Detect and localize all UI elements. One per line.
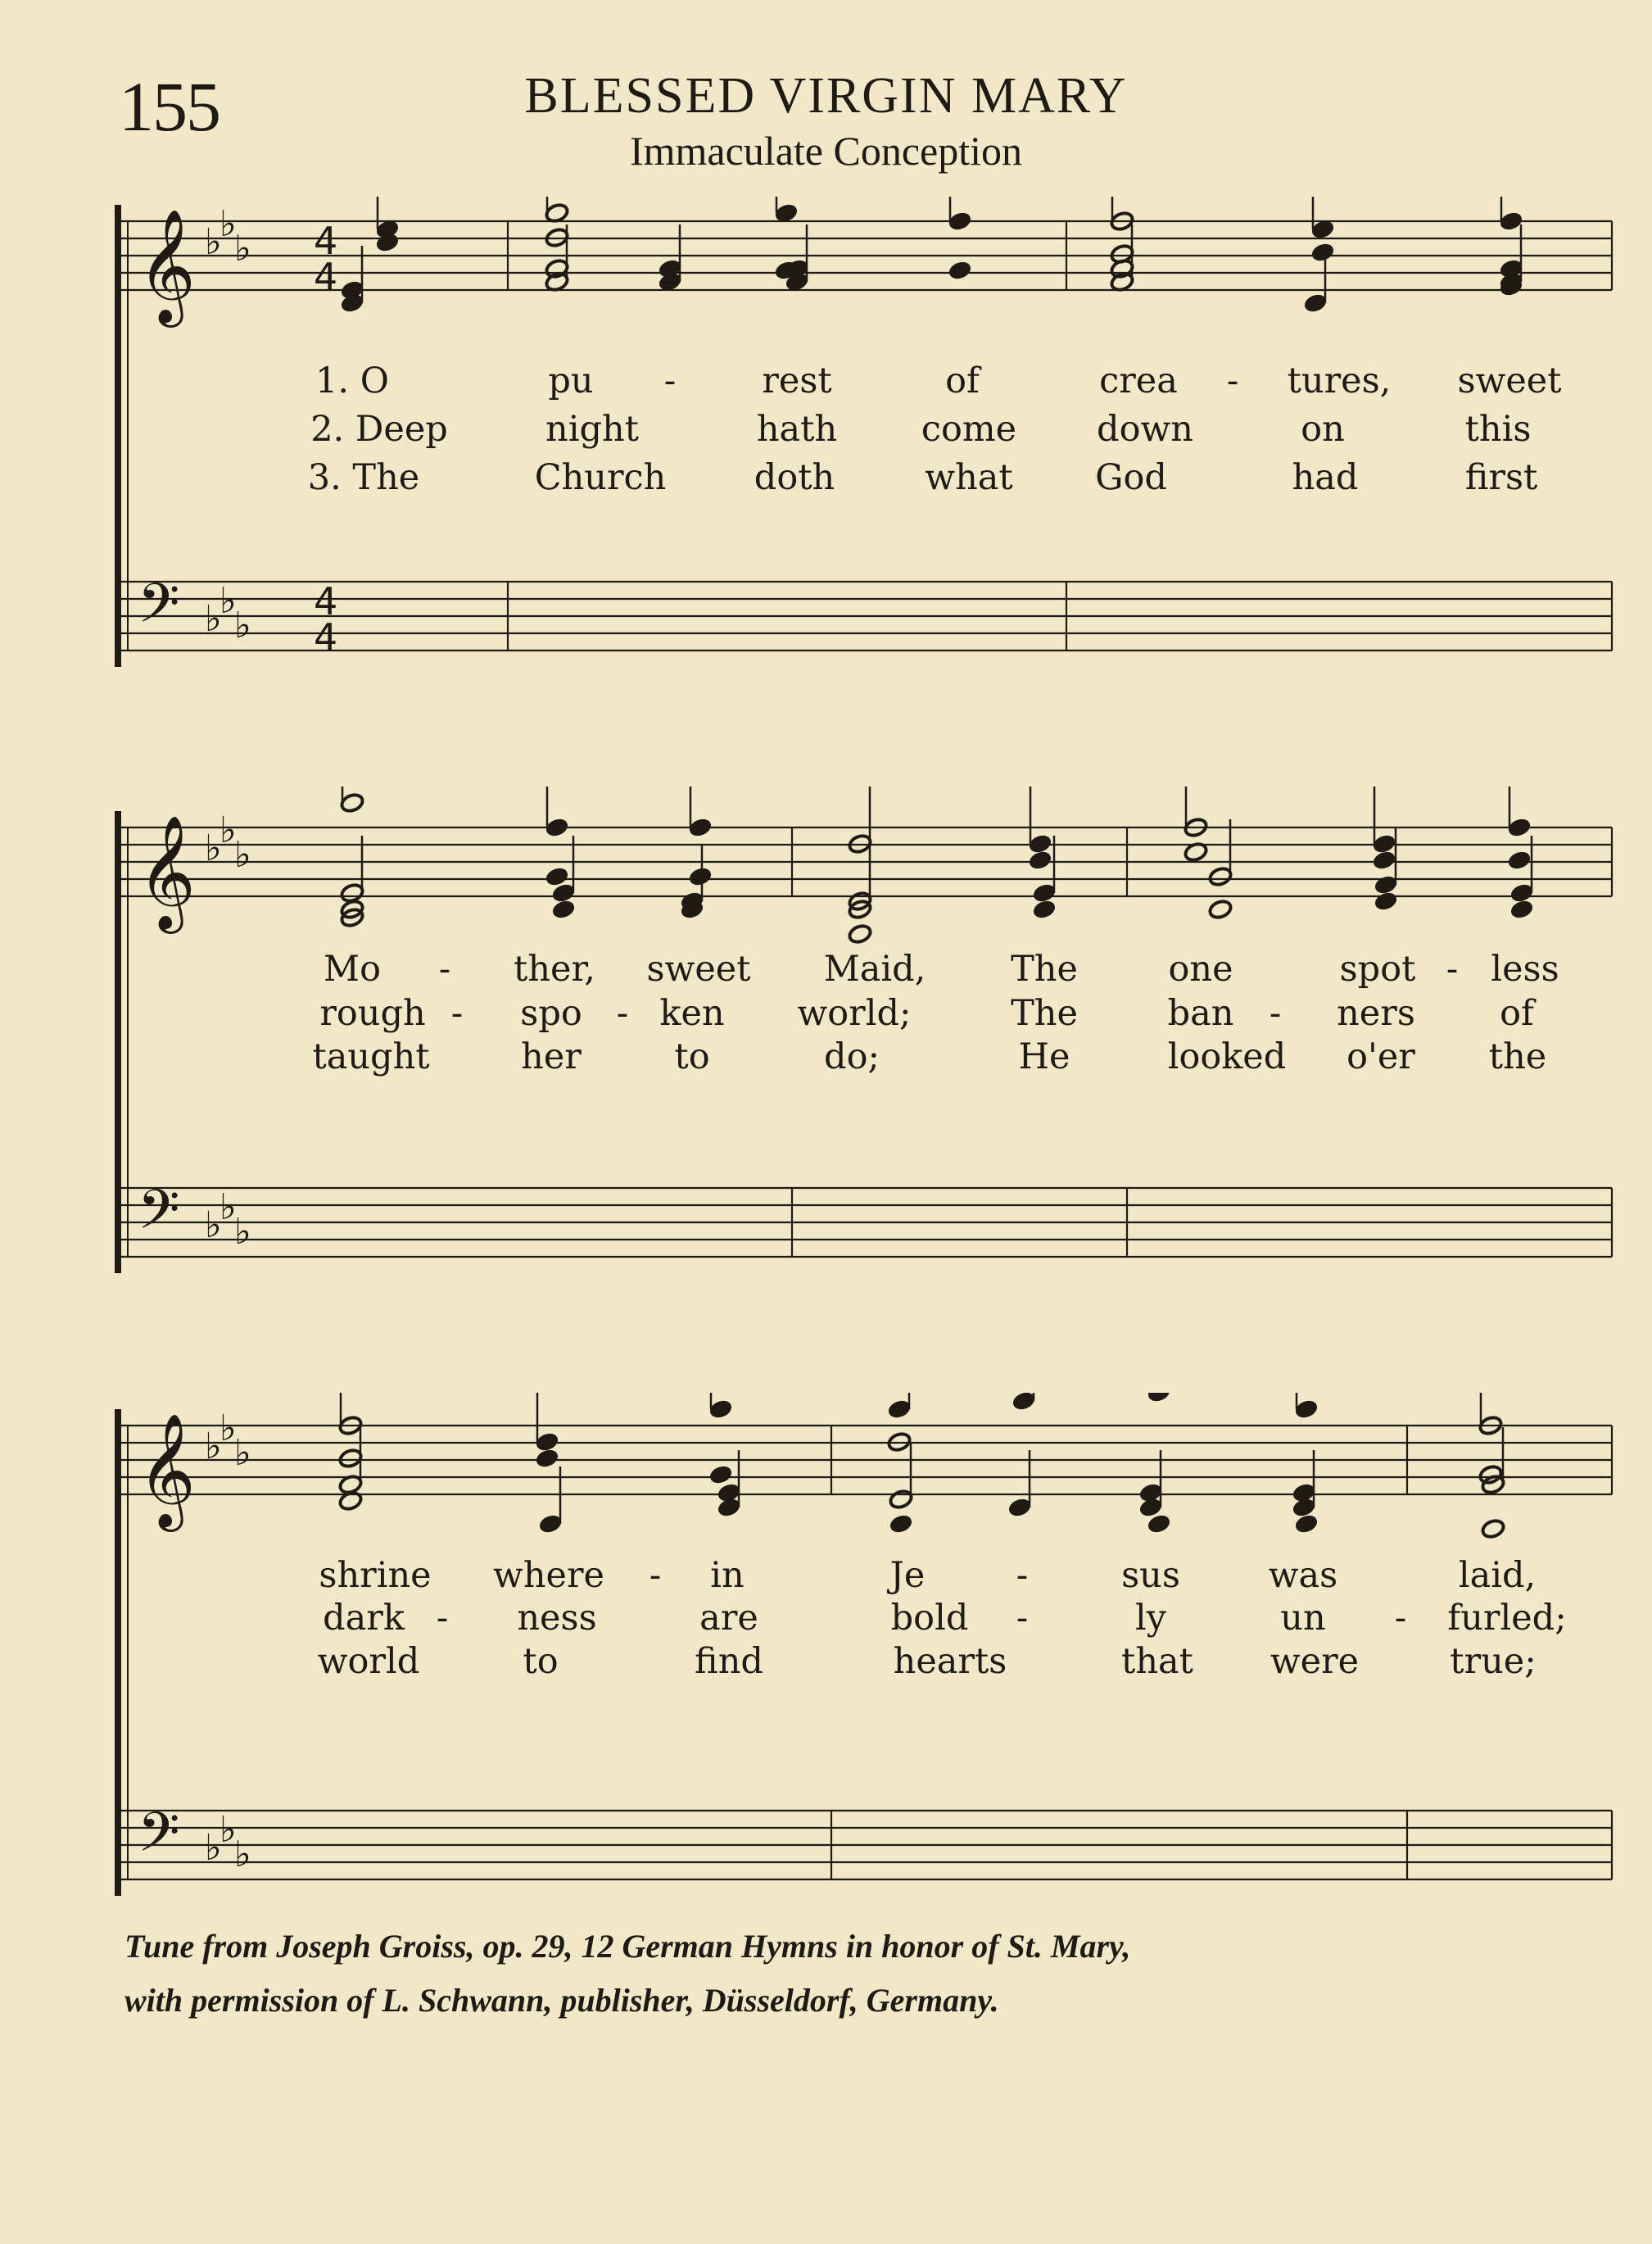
lyric-syllable: was [1268,1555,1338,1596]
verse-1-line-3 [0,1555,1652,1601]
note-head [848,923,873,945]
treble-clef-icon: 𝄞 [138,1413,196,1527]
tune-credit-line-1: Tune from Joseph Groiss, op. 29, 12 German Hymns in honor of St. Mary, [124,1928,1131,1965]
lyric-syllable: Mo [324,949,381,990]
verse-3-line-1 [0,457,1652,503]
lyric-syllable: un [1280,1598,1326,1639]
lyric-syllable: on [1301,409,1345,450]
lyric-syllable: Church [534,457,667,498]
lyric-syllable: - [1446,949,1459,990]
tune-credit-line-2: with permission of L. Schwann, publisher, Düsseldorf, Germany. [124,1982,999,2019]
flat-icon: ♭ [220,1408,237,1449]
lyric-syllable: tures, [1287,360,1392,401]
bass-clef-icon: 𝄢 [138,1801,180,1877]
lyric-syllable: furled; [1447,1598,1567,1639]
lyric-syllable: - [1226,360,1239,401]
lyric-syllable: are [699,1598,758,1639]
lyric-syllable: ban [1167,993,1234,1034]
note-head [1478,1464,1504,1485]
lyric-syllable: were [1270,1641,1360,1682]
lyric-syllable: pu [548,360,594,401]
svg-text:4: 4 [314,255,338,299]
note-head [1507,850,1532,871]
lyric-syllable: world; [797,993,912,1034]
note-head [1294,1513,1319,1535]
lyric-syllable: bold [890,1598,969,1639]
lyric-syllable: - [663,360,677,401]
lyric-syllable: 3. The [307,457,420,498]
flat-icon: ♭ [234,228,251,270]
lyric-syllable: 2. Deep [310,409,448,450]
lyric-syllable: first [1464,457,1538,498]
verse-2-line-3 [0,1598,1652,1643]
lyric-syllable: ken [659,993,725,1034]
lyric-syllable: - [450,993,464,1034]
lyric-syllable: - [1016,1555,1029,1596]
verse-1-line-2 [0,949,1652,995]
lyric-syllable: - [436,1598,449,1639]
lyric-syllable: find [695,1641,763,1682]
lyric-syllable: down [1097,409,1193,450]
flat-icon: ♭ [205,827,222,869]
flat-icon: ♭ [220,809,237,851]
lyric-syllable: her [521,1036,582,1077]
lyric-syllable: of [945,360,980,401]
flat-icon: ♭ [234,605,251,646]
flat-icon: ♭ [220,580,237,622]
note-head [535,1448,560,1469]
treble-clef-icon: 𝄞 [138,209,196,323]
lyric-syllable: ther, [514,949,595,990]
lyric-syllable: spo [520,993,582,1034]
note-head [545,866,570,887]
hymn-title: BLESSED VIRGIN MARY [524,68,1128,124]
note-head [889,1513,914,1535]
lyric-syllable: had [1292,457,1359,498]
note-head [1374,891,1399,912]
lyric-syllable: 1. O [315,360,389,401]
lyric-syllable: - [1394,1598,1407,1639]
lyric-syllable: of [1500,993,1534,1034]
lyric-syllable: o'er [1346,1036,1415,1077]
note-head [1032,899,1057,920]
lyric-syllable: shrine [319,1555,432,1596]
lyric-syllable: hearts [893,1641,1007,1682]
lyric-syllable: less [1491,949,1559,990]
lyric-syllable: sweet [646,949,751,990]
lyric-syllable: rough [319,993,426,1034]
lyric-syllable: what [925,457,1013,498]
note-head [1481,1518,1506,1539]
lyric-syllable: doth [754,457,835,498]
flat-icon: ♭ [234,1432,251,1474]
lyric-syllable: hath [756,409,838,450]
note-head [1147,1513,1172,1535]
note-head [338,1490,364,1512]
lyric-syllable: in [710,1555,745,1596]
svg-text:4: 4 [314,615,338,660]
lyric-syllable: to [674,1036,710,1077]
lyric-syllable: night [545,409,639,450]
lyric-syllable: The [1011,993,1078,1034]
lyric-syllable: ness [517,1598,597,1639]
lyric-syllable: - [1269,993,1282,1034]
lyric-syllable: - [438,949,451,990]
lyric-syllable: Je [889,1555,926,1596]
note-head [948,260,973,281]
lyric-syllable: ly [1134,1598,1167,1639]
lyric-syllable: ners [1337,993,1415,1034]
note-head [1147,1393,1172,1403]
verse-3-line-3 [0,1641,1652,1687]
note-head [708,1464,734,1485]
lyric-syllable: true; [1450,1641,1537,1682]
verse-2-line-1 [0,409,1652,455]
flat-icon: ♭ [220,203,237,245]
lyric-syllable: Maid, [823,949,926,990]
note-head [1310,242,1336,263]
lyric-syllable: - [1016,1598,1029,1639]
lyric-syllable: The [1011,949,1078,990]
lyric-syllable: crea [1099,360,1178,401]
lyric-syllable: - [616,993,629,1034]
lyric-syllable: sweet [1457,360,1562,401]
hymn-number: 155 [119,67,220,146]
verse-3-line-2 [0,1036,1652,1082]
lyric-syllable: one [1168,949,1233,990]
flat-icon: ♭ [205,1204,222,1246]
treble-clef-icon: 𝄞 [138,815,196,929]
note-head [551,899,577,920]
note-head [688,866,713,887]
flat-icon: ♭ [234,1834,251,1875]
lyric-syllable: world [317,1641,420,1682]
flat-icon: ♭ [205,221,222,263]
bass-clef-icon: 𝄢 [138,1178,180,1254]
lyric-syllable: to [523,1641,559,1682]
hymn-subtitle: Immaculate Conception [629,128,1022,174]
flat-icon: ♭ [205,598,222,640]
note-head [1372,850,1397,871]
verse-1-line-1 [0,360,1652,406]
lyric-syllable: that [1121,1641,1193,1682]
lyric-syllable: He [1018,1036,1070,1077]
lyric-syllable: dark [323,1598,405,1639]
flat-icon: ♭ [234,834,251,876]
svg-text:4: 4 [314,579,338,623]
svg-text:4: 4 [314,219,338,263]
flat-icon: ♭ [220,1809,237,1851]
flat-icon: ♭ [220,1186,237,1228]
lyric-syllable: sus [1121,1555,1180,1596]
lyric-syllable: looked [1167,1036,1287,1077]
lyric-syllable: spot [1339,949,1416,990]
note-head [1509,899,1535,920]
note-head [1028,850,1053,871]
lyric-syllable: do; [824,1036,880,1077]
lyric-syllable: the [1488,1036,1547,1077]
lyric-syllable: come [921,409,1017,450]
flat-icon: ♭ [205,1426,222,1467]
lyric-syllable: this [1464,409,1532,450]
verse-2-line-2 [0,993,1652,1039]
bass-clef-icon: 𝄢 [138,572,180,648]
lyric-syllable: taught [312,1036,430,1077]
lyric-syllable: laid, [1458,1555,1537,1596]
lyric-syllable: rest [762,360,832,401]
flat-icon: ♭ [234,1211,251,1253]
lyric-syllable: God [1095,457,1167,498]
lyric-syllable: - [649,1555,662,1596]
flat-icon: ♭ [205,1827,222,1869]
note-head [1208,899,1233,920]
lyric-syllable: where [493,1555,604,1596]
